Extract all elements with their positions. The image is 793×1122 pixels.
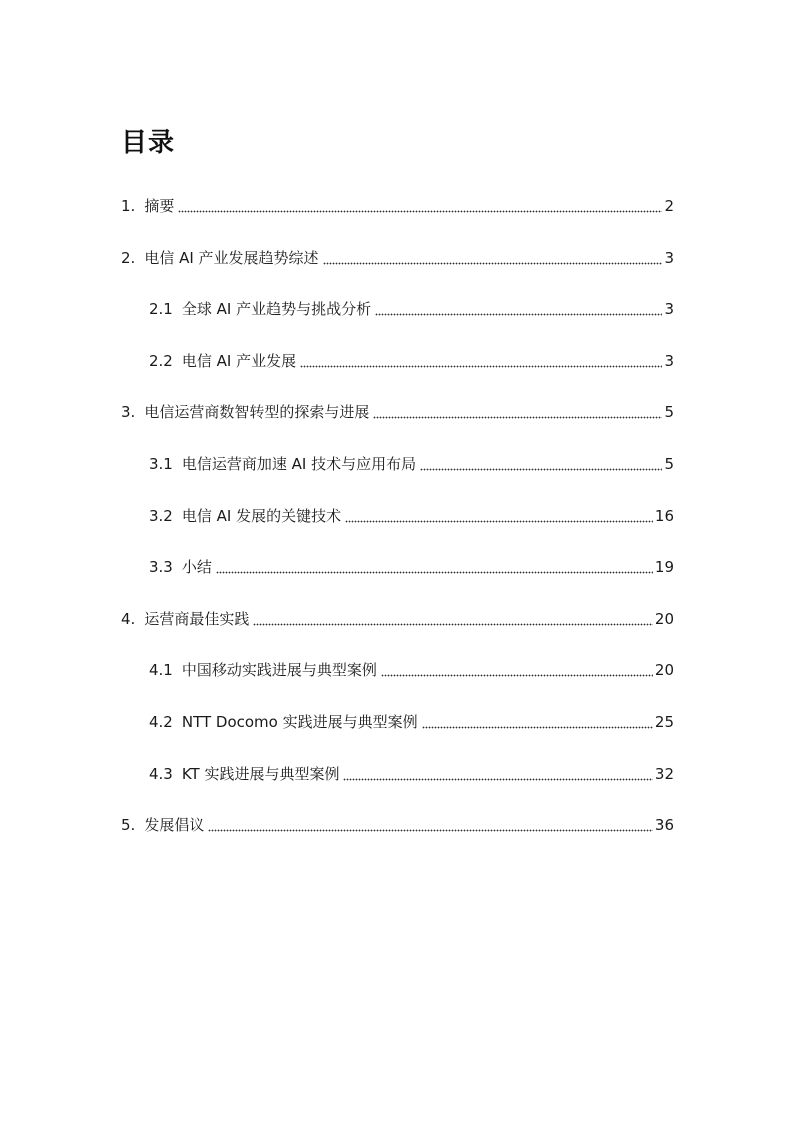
dot-leader (323, 244, 663, 265)
dot-leader (208, 811, 653, 832)
toc-entry-5[interactable] (121, 811, 674, 863)
toc-entry-page: 20 (654, 609, 674, 628)
toc-entry-title: 运营商最佳实践 (144, 609, 250, 628)
toc-entry-page: 5 (664, 403, 674, 422)
toc-entry-number: 4. (121, 609, 136, 628)
dot-leader (343, 760, 652, 781)
toc-entry-3-2[interactable] (121, 502, 674, 554)
toc-entry-title: 电信 AI 发展的关键技术 (181, 506, 342, 525)
toc-entry-4-1[interactable] (121, 656, 674, 708)
toc-entry-4[interactable] (121, 605, 674, 657)
dot-leader (375, 295, 662, 316)
toc-entry-2[interactable] (121, 244, 674, 296)
toc-entry-number: 3.1 (149, 454, 173, 473)
dot-leader (373, 398, 662, 419)
toc-entry-page: 36 (654, 816, 674, 835)
toc-entry-page: 32 (654, 764, 674, 783)
toc-entry-title: 电信 AI 产业发展 (181, 351, 297, 370)
toc-entry-number: 1. (121, 197, 136, 215)
toc-entry-page: 19 (654, 558, 674, 577)
toc-entry-number: 4.1 (149, 661, 173, 680)
toc-entry-title: 电信运营商数智转型的探索与进展 (144, 403, 370, 422)
toc-entry-title: 电信运营商加速 AI 技术与应用布局 (181, 454, 417, 473)
dot-leader (345, 502, 653, 523)
toc-entry-title: NTT Docomo 实践进展与典型案例 (181, 712, 418, 731)
toc-title: 目录 (121, 128, 176, 158)
toc-entry-page: 3 (664, 248, 674, 267)
toc-entry-title: 小结 (181, 558, 212, 577)
toc-entry-page: 3 (664, 300, 674, 319)
toc-entry-number: 4.2 (149, 712, 173, 731)
toc-entry-page: 3 (664, 351, 674, 370)
dot-leader (300, 347, 662, 368)
toc-entry-number: 3. (121, 403, 136, 422)
toc-entry-page: 2 (664, 197, 674, 215)
toc-entry-number: 4.3 (149, 764, 173, 783)
toc-entry-2-1[interactable] (121, 295, 674, 347)
toc-entry-3-3[interactable] (121, 553, 674, 605)
toc-entry-number: 3.3 (149, 558, 173, 577)
toc-entry-3-1[interactable] (121, 450, 674, 502)
dot-leader (420, 450, 662, 471)
toc-entry-number: 2.1 (149, 300, 173, 319)
toc-entry-title: 摘要 (144, 197, 175, 215)
toc-entry-number: 5. (121, 816, 136, 835)
toc-entry-page: 20 (654, 661, 674, 680)
toc-entry-3[interactable] (121, 398, 674, 450)
toc-entry-number: 2.2 (149, 351, 173, 370)
toc-entry-2-2[interactable] (121, 347, 674, 399)
toc-entry-title: 电信 AI 产业发展趋势综述 (144, 248, 319, 267)
dot-leader (253, 605, 653, 626)
toc-entry-1[interactable] (121, 192, 674, 244)
toc-entry-4-2[interactable] (121, 708, 674, 760)
toc-entry-number: 3.2 (149, 506, 173, 525)
dot-leader (178, 192, 662, 213)
toc-entry-number: 2. (121, 248, 136, 267)
dot-leader (216, 553, 653, 574)
toc-list (121, 192, 674, 863)
toc-entry-title: KT 实践进展与典型案例 (181, 764, 340, 783)
toc-entry-page: 5 (664, 454, 674, 473)
toc-entry-title: 发展倡议 (144, 816, 205, 835)
dot-leader (422, 708, 653, 729)
toc-entry-title: 全球 AI 产业趋势与挑战分析 (181, 300, 372, 319)
toc-entry-4-3[interactable] (121, 760, 674, 812)
toc-entry-title: 中国移动实践进展与典型案例 (181, 661, 377, 680)
dot-leader (381, 656, 653, 677)
toc-entry-page: 16 (654, 506, 674, 525)
toc-entry-page: 25 (654, 712, 674, 731)
